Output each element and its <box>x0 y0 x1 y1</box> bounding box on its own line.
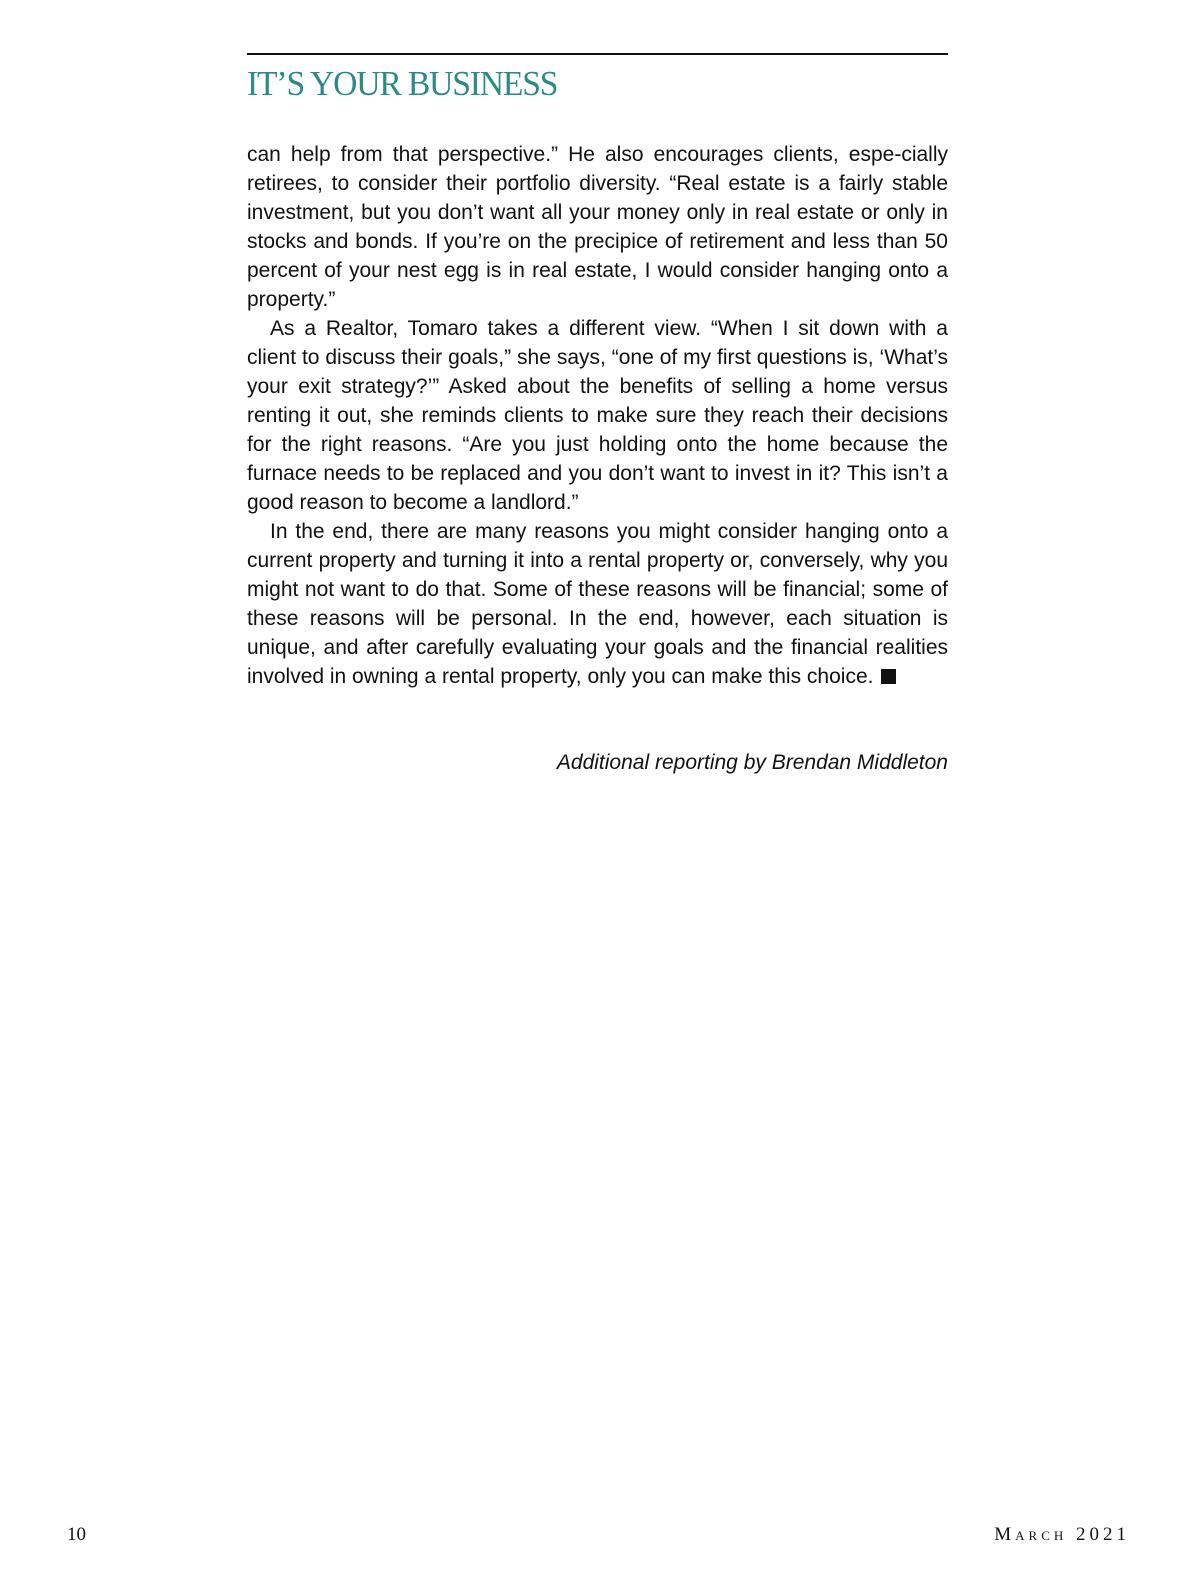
page-number: 10 <box>67 1524 86 1545</box>
article-body <box>247 140 948 691</box>
article-paragraph-text: In the end, there are many reasons you might consider hanging onto a current property and turning it into a rental property or, conversely, why you might not want to do that. Some of these reasons will be financial; some of these reasons will be personal. In the end, however, each situation is unique, and after carefully evaluating your goals and the financial realities involved in owning a rental property, only you can make this choice. <box>247 520 948 688</box>
reporting-credit: Additional reporting by Brendan Middleton <box>556 751 948 774</box>
header-rule <box>247 53 948 55</box>
article-paragraph: As a Realtor, Tomaro takes a different view. “When I sit down with a client to discuss their goals,” she says, “one of my first questions is, ‘What’s your exit strategy?’” Asked about the benefits of selling a home versus renting it out, she reminds clients to make sure they reach their decisions for the right reasons. “Are you just holding onto the home because the furnace needs to be replaced and you don’t want to invest in it? This isn’t a good reason to become a landlord.” <box>247 317 948 514</box>
article-paragraph: can help from that perspective.” He also encourages clients, espe-cially retirees, to consider their portfolio diversity. “Real estate is a fairly stable investment, but you don’t want all your money only in real estate or only in stocks and bonds. If you’re on the precipice of retirement and less than 50 percent of your nest egg is in real estate, I would consider hanging onto a property.” <box>247 143 948 311</box>
section-title: IT’S YOUR BUSINESS <box>247 64 558 103</box>
end-of-article-mark <box>881 669 896 684</box>
issue-date: March 2021 <box>994 1524 1130 1545</box>
article-paragraph-final <box>247 517 948 691</box>
